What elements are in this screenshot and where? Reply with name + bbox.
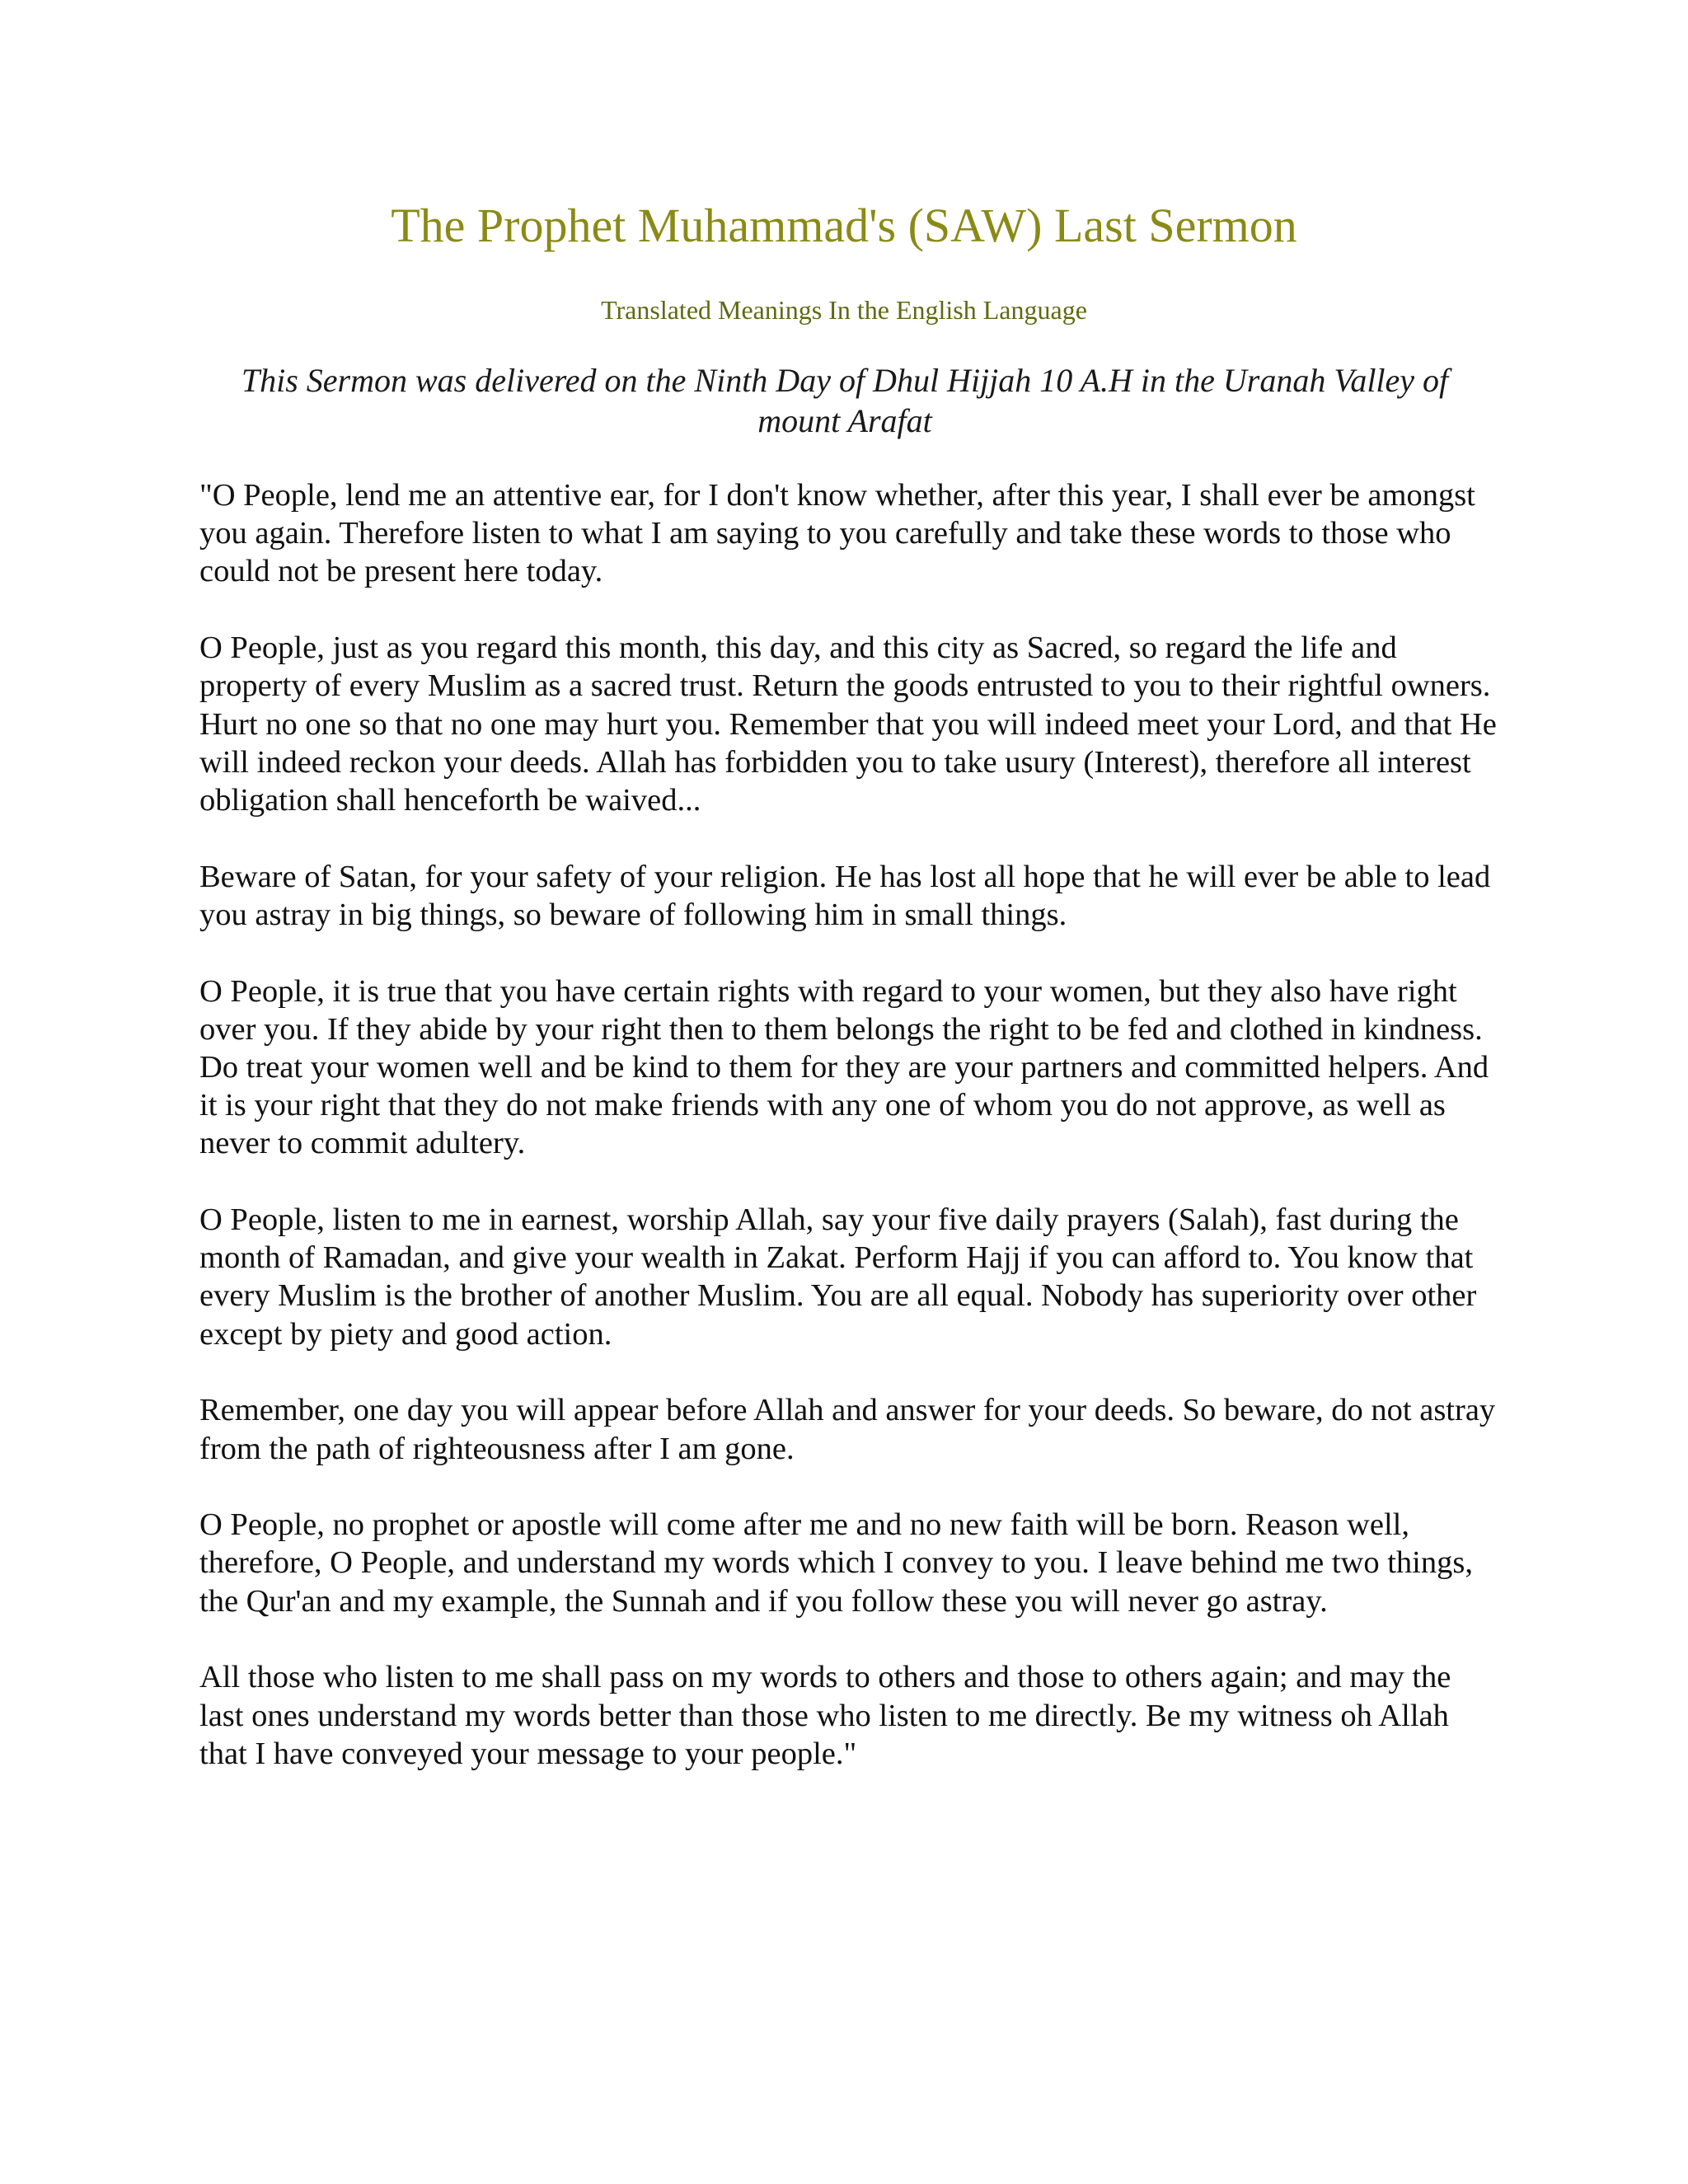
sermon-body (199, 476, 1502, 1811)
paragraph: "O People, lend me an attentive ear, for I don't know whether, after this year, I shall ever be amongst you again. Therefore listen to what I am saying to you carefully and take these words to those who could not be present here today. (199, 478, 1475, 589)
page-subtitle: Translated Meanings In the English Language (601, 295, 1087, 325)
paragraph: Remember, one day you will appear before Allah and answer for your deeds. So beware, do not astray from the path of righteousness after I am gone. (199, 1393, 1496, 1466)
paragraph: All those who listen to me shall pass on my words to others and those to others again; and may the last ones understand my words better than those who listen to me directly. Be my witness oh Allah that I have conveyed your message to your people." (199, 1660, 1451, 1771)
page-title: The Prophet Muhammad's (SAW) Last Sermon (391, 199, 1297, 252)
paragraph: O People, no prophet or apostle will come after me and no new faith will be born. Reason well, therefore, O People, and understand my words which I convey to you. I leave behind me two things, the Qur'an and my example, the Sunnah and if you follow these you will never go astray. (199, 1507, 1473, 1619)
paragraph: O People, just as you regard this month, this day, and this city as Sacred, so regard the life and property of every Muslim as a sacred trust. Return the goods entrusted to you to their rightful owners. Hurt no one so that no one may hurt you. Remember that you will indeed meet your Lord, and that He will indeed reckon your deeds. Allah has forbidden you to take usury (Interest), therefore all interest obligation shall henceforth be waived... (199, 630, 1497, 818)
paragraph: Beware of Satan, for your safety of your religion. He has lost all hope that he will ever be able to lead you astray in big things, so beware of following him in small things. (199, 859, 1491, 932)
intro-text: This Sermon was delivered on the Ninth Day of Dhul Hijjah 10 A.H in the Uranah Valley of mount Arafat (241, 362, 1449, 439)
paragraph: O People, it is true that you have certain rights with regard to your women, but they also have right over you. If they abide by your right then to them belongs the right to be fed and clothed in kindness. Do treat your women well and be kind to them for they are your partners and committed helpers. And it is your right that they do not make friends with any one of whom you do not approve, as well as never to commit adultery. (199, 973, 1489, 1161)
paragraph: O People, listen to me in earnest, worship Allah, say your five daily prayers (Salah), fast during the month of Ramadan, and give your wealth in Zakat. Perform Hajj if you can afford to. You know that every Muslim is the brother of another Muslim. You are all equal. Nobody has superiority over other except by piety and good action. (199, 1202, 1477, 1352)
